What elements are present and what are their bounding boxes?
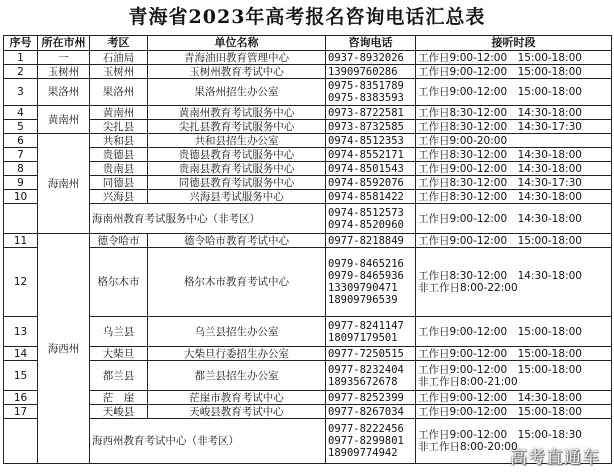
hours-line: 工作日9:00-12:00 14:30-18:00 [418,162,582,175]
phone-cell [326,148,416,162]
table-row [4,65,612,79]
unit-name: 德令哈市教育考试中心 [148,234,326,248]
row-number: 1 [4,51,38,65]
hours-line: 工作日9:00-12:00 15:00-18:00 [418,51,582,64]
hours-line: 工作日9:00-12:00 15:00-18:00 [418,86,582,98]
unit-name: 贵南县教育考试服务中心 [148,162,326,176]
hours-line: 工作日8:30-12:00 14:30-17:30 [418,120,582,133]
phone-cell [326,361,416,391]
phone-number: 0979-8465216 [328,258,404,270]
phone-number: 0974-8512353 [328,134,404,147]
table-row [4,176,612,190]
district-cell: 兴海县 [90,190,148,204]
table-row [4,391,612,405]
row-number: 16 [4,391,38,405]
district-cell: 乌兰县 [90,317,148,347]
phone-cell [326,79,416,106]
hours-line: 工作日9:00-12:00 15:00-18:00 [418,405,582,418]
phone-cell [326,106,416,120]
unit-name: 大柴旦行委招生办公室 [148,347,326,361]
phone-number: 0974-8592076 [328,176,404,189]
hours-line: 非工作日8:00-20:00 [418,441,518,453]
row-number: 14 [4,347,38,361]
header-region: 所在市州 [38,36,90,51]
hours-cell [416,361,612,391]
phone-number: 0974-8520960 [328,218,404,231]
row-number: 9 [4,176,38,190]
hours-cell [416,190,612,204]
phone-number: 0974-8501543 [328,162,404,175]
hours-cell [416,204,612,234]
table-row [4,162,612,176]
phone-cell [326,419,416,464]
hours-cell [416,317,612,347]
unit-name: 茫崖市教育考试中心 [148,391,326,405]
table-row [4,148,612,162]
unit-name: 格尔木市教育考试中心 [148,248,326,317]
hours-line: 工作日9:00-12:00 15:00-18:00 [418,234,582,247]
row-number: 10 [4,190,38,204]
hours-cell [416,65,612,79]
table-row [4,190,612,204]
phone-cell [326,347,416,361]
phone-cell [326,234,416,248]
district-cell: 同德县 [90,176,148,190]
hours-cell [416,347,612,361]
unit-name: 果洛州招生办公室 [148,79,326,106]
phone-number: 0974-8512573 [328,206,404,219]
phone-number: 13909760286 [328,65,398,78]
hours-cell [416,134,612,148]
table-row [4,347,612,361]
hours-cell [416,148,612,162]
hours-line: 工作日8:30-12:00 14:30-18:00 [418,270,582,282]
phone-number: 13309790471 [328,282,398,294]
unit-name: 兴海县考试服务中心 [148,190,326,204]
table-row [4,204,612,234]
table-row [4,248,612,317]
phone-number: 0977-8267034 [328,405,404,418]
district-cell: 天峻县 [90,405,148,419]
phone-cell [326,190,416,204]
row-number: 11 [4,234,38,248]
phone-number: 0977-8232404 [328,363,404,376]
hours-cell [416,405,612,419]
phone-cell [326,120,416,134]
hours-line: 工作日8:30-12:00 14:30-18:00 [418,106,582,119]
hours-line: 工作日9:00-12:00 14:30-18:00 [418,212,582,225]
hours-cell [416,162,612,176]
header-unit: 单位名称 [148,36,326,51]
phone-number: 0973-8722581 [328,106,404,119]
hours-line: 非工作日8:00-22:00 [418,282,518,294]
contact-table [3,35,612,464]
phone-number: 0977-8218849 [328,234,404,247]
unit-name: 天峻县教育考试中心 [148,405,326,419]
region-cell: 果洛州 [38,79,90,106]
row-number: 2 [4,65,38,79]
region-cell: 海西州 [38,234,90,464]
table-row [4,317,612,347]
unit-name: 黄南州教育考试服务中心 [148,106,326,120]
table-header-row [4,36,612,51]
phone-number: 18935672678 [328,375,398,388]
hours-line: 工作日9:00-20:00 [418,134,508,147]
hours-cell [416,391,612,405]
region-cell: 海南州 [38,134,90,234]
phone-number: 0974-8581422 [328,190,404,203]
row-number: 13 [4,317,38,347]
hours-line: 工作日8:30-12:00 14:30-18:00 [418,148,582,161]
district-cell: 共和县 [90,134,148,148]
row-number [4,204,38,234]
hours-line: 工作日9:00-12:00 15:00-18:00 [418,347,582,360]
district-cell: 都兰县 [90,361,148,391]
hours-cell [416,106,612,120]
district-cell: 贵德县 [90,148,148,162]
phone-cell [326,51,416,65]
hours-line: 工作日9:00-12:00 15:00-18:00 [418,65,582,78]
header-district: 考区 [90,36,148,51]
district-cell: 尖扎县 [90,120,148,134]
phone-number: 0973-8732585 [328,120,404,133]
district-cell: 果洛州 [90,79,148,106]
phone-number: 0979-8465936 [328,270,404,282]
phone-number: 18909796539 [328,294,398,306]
table-row [4,234,612,248]
phone-number: 0977-8252399 [328,391,404,404]
table-row [4,120,612,134]
table-row [4,106,612,120]
unit-name: 同德县教育考试服务中心 [148,176,326,190]
unit-name: 青海油田教育管理中心 [148,51,326,65]
unit-name: 海南州教育考试服务中心（非考区） [90,204,326,234]
district-cell: 玉树州 [90,65,148,79]
region-cell: 一 [38,51,90,65]
district-cell: 石油局 [90,51,148,65]
unit-name: 海西州教育考试中心（非考区） [90,419,326,464]
phone-cell [326,405,416,419]
unit-name: 共和县招生办公室 [148,134,326,148]
phone-number: 0977-8222456 [328,423,404,435]
hours-cell [416,176,612,190]
phone-cell [326,134,416,148]
row-number: 4 [4,106,38,120]
unit-name: 都兰县招生办公室 [148,361,326,391]
hours-cell [416,234,612,248]
row-number: 7 [4,148,38,162]
row-number: 5 [4,120,38,134]
hours-cell [416,248,612,317]
phone-cell [326,317,416,347]
table-body [4,51,612,464]
unit-name: 贵德县教育考试服务中心 [148,148,326,162]
hours-line: 工作日9:00-12:00 14:30-18:00 [418,391,582,404]
district-cell: 格尔木市 [90,248,148,317]
phone-number: 0975-8351789 [328,80,404,92]
table-row [4,51,612,65]
phone-number: 0974-8552171 [328,148,404,161]
hours-line: 工作日9:00-12:00 15:00-18:30 [418,429,582,441]
district-cell: 德令哈市 [90,234,148,248]
table-row [4,134,612,148]
district-cell: 大柴旦 [90,347,148,361]
phone-cell [326,248,416,317]
phone-cell [326,204,416,234]
phone-cell [326,176,416,190]
header-phone: 咨询电话 [326,36,416,51]
hours-cell [416,79,612,106]
row-number: 17 [4,405,38,419]
district-cell: 贵南县 [90,162,148,176]
phone-number: 0977-8241147 [328,319,404,332]
phone-cell [326,65,416,79]
table-row [4,361,612,391]
page-title: 青海省2023年高考报名咨询电话汇总表 [128,6,486,28]
hours-line: 非工作日8:00-21:00 [418,375,518,388]
hours-cell [416,51,612,65]
unit-name: 尖扎县教育考试服务中心 [148,120,326,134]
hours-line: 工作日8:30-12:00 14:30-18:00 [418,190,582,203]
watermark: 高考直通车 [510,448,600,468]
unit-name: 乌兰县招生办公室 [148,317,326,347]
hours-cell [416,120,612,134]
table-row [4,79,612,106]
phone-number: 18909774942 [328,447,398,459]
header-hours: 接听时段 [416,36,612,51]
hours-line: 工作日8:30-12:00 14:30-17:30 [418,176,582,189]
row-number: 12 [4,248,38,317]
hours-line: 工作日9:00-12:00 15:00-18:00 [418,363,582,376]
header-no: 序号 [4,36,38,51]
phone-number: 0977-8299801 [328,435,404,447]
phone-number: 0975-8383593 [328,92,404,104]
phone-number: 0977-7250515 [328,347,404,360]
phone-cell [326,391,416,405]
row-number: 3 [4,79,38,106]
phone-cell [326,162,416,176]
district-cell: 茫 崖 [90,391,148,405]
phone-number: 18097179501 [328,331,398,344]
table-row [4,405,612,419]
region-cell: 黄南州 [38,106,90,134]
region-cell: 玉树州 [38,65,90,79]
hours-line: 工作日9:00-12:00 15:00-18:00 [418,325,582,338]
phone-number: 0937-8932026 [328,51,404,64]
unit-name: 玉树州教育考试中心 [148,65,326,79]
row-number: 8 [4,162,38,176]
row-number: 15 [4,361,38,391]
row-number [4,419,38,464]
row-number: 6 [4,134,38,148]
district-cell: 黄南州 [90,106,148,120]
